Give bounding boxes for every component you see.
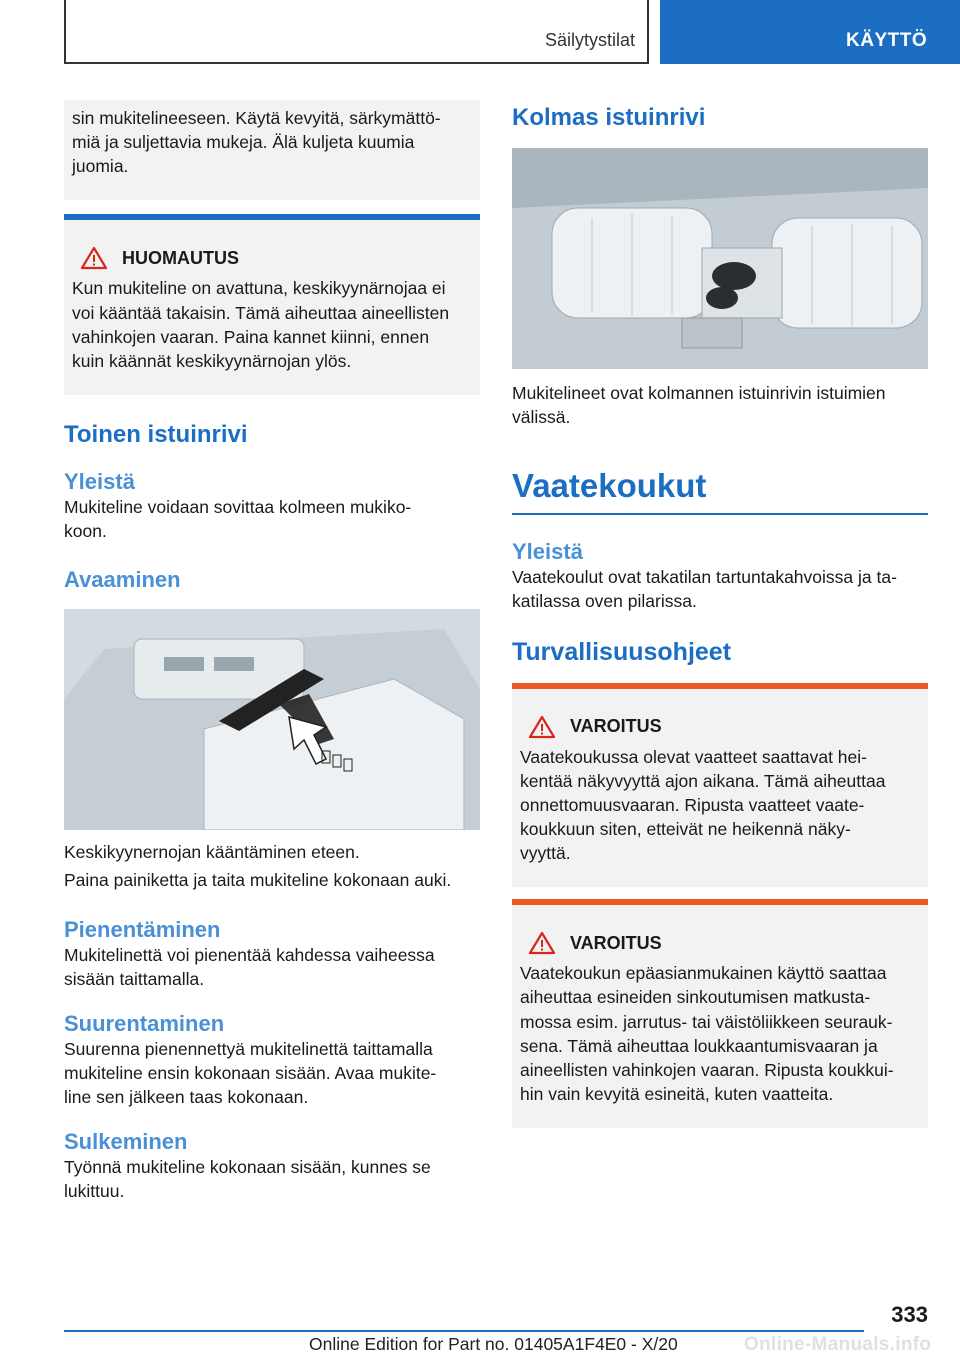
right-column [512, 100, 928, 1128]
header-section-box [64, 0, 649, 64]
footer-rule [64, 1330, 864, 1332]
warning-triangle-icon [528, 715, 556, 739]
heading-yleista: Yleistä [64, 468, 135, 494]
heading-sulkeminen: Sulkeminen [64, 1129, 188, 1155]
yleista-line: Mukiteline voidaan sovittaa kolmeen mukiko- [64, 496, 412, 517]
intro-text-box [64, 100, 480, 200]
warning-line: aiheuttaa esineiden sinkoutumisen matkusta- [520, 987, 871, 1008]
warning-line: onnettomuusvaaran. Ripusta vaatteet vaate- [520, 794, 865, 815]
heading-second-row: Toinen istuinrivi [64, 420, 248, 448]
warning-line: Vaatekoukussa olevat vaatteet saattavat hei- [520, 746, 867, 767]
pienentaminen-line: Mukitelinettä voi pienentää kahdessa vaiheessa [64, 944, 435, 965]
heading-yleista-right: Yleistä [512, 539, 583, 565]
page-number: 333 [891, 1302, 928, 1327]
yleista-line: koon. [64, 521, 107, 542]
suurentaminen-line: line sen jälkeen taas kokonaan. [64, 1087, 309, 1108]
footer-edition: Online Edition for Part no. 01405A1F4E0 - X/20 [309, 1334, 678, 1354]
header-chapter-tab[interactable] [660, 0, 960, 64]
notice-line: kuin käännät keskikyynärnojan ylös. [72, 350, 352, 371]
warning-box-2 [512, 899, 928, 1128]
avaaminen-text: Paina painiketta ja taita mukiteline kokonaan auki. [64, 870, 452, 891]
notice-line: Kun mukiteline on avattuna, keskikyynärnojaa ei [72, 278, 446, 299]
warning-title: VAROITUS [570, 716, 662, 737]
watermark: Online-Manuals.info [744, 1334, 932, 1355]
heading-suurentaminen: Suurentaminen [64, 1010, 225, 1036]
intro-line: sin mukitelineeseen. Käytä kevyitä, särkymättö- [72, 108, 441, 128]
warning-line: kentää näkyvyyttä ajon aikana. Tämä aiheuttaa [520, 770, 886, 791]
warning-line: Vaatekoukun epäasianmukainen käyttö saattaa [520, 963, 887, 984]
heading-pienentaminen: Pienentäminen [64, 916, 221, 942]
notice-line: voi kääntää takaisin. Tämä aiheuttaa aineellisten [72, 302, 450, 323]
third-row-cupholders-image [512, 148, 928, 369]
warning-triangle-icon [80, 246, 108, 270]
header-chapter-label: KÄYTTÖ [846, 30, 928, 51]
warning-line: hin vain kevyitä esineitä, kuten vaatteita. [520, 1083, 834, 1104]
left-column [64, 100, 480, 1204]
yleista-right-line: katilassa oven pilarissa. [512, 591, 697, 612]
header-section-title: Säilytystilat [544, 30, 635, 50]
pienentaminen-line: sisään taittamalla. [64, 968, 205, 989]
heading-avaaminen: Avaaminen [64, 567, 181, 593]
warning-line: aineellisten vahinkojen vaaran. Ripusta koukkui- [520, 1059, 894, 1080]
heading-vaatekoukut: Vaatekoukut [512, 467, 707, 505]
armrest-illustration [64, 609, 480, 830]
third-row-caption-line: välissä. [512, 407, 571, 428]
yleista-right-line: Vaatekoulut ovat takatilan tartuntakahvoissa ja ta- [512, 567, 897, 588]
sulkeminen-line: Työnnä mukiteline kokonaan sisään, kunnes se [64, 1157, 431, 1178]
warning-title: VAROITUS [570, 932, 662, 953]
sulkeminen-line: lukittuu. [64, 1181, 125, 1202]
avaaminen-caption: Keskikyynernojan kääntäminen eteen. [64, 842, 360, 863]
armrest-cupholder-image [64, 609, 480, 830]
notice-box [64, 214, 480, 395]
heading-third-row: Kolmas istuinrivi [512, 104, 706, 131]
notice-title: HUOMAUTUS [122, 247, 239, 268]
warning-line: sena. Tämä aiheuttaa loukkaantumisvaaran ja [520, 1035, 878, 1056]
warning-box-1 [512, 683, 928, 888]
notice-line: vahinkojen vaaran. Paina kannet kiinni, ennen [72, 326, 430, 347]
warning-line: koukkuun siten, etteivät ne heikennä näky- [520, 818, 851, 839]
warning-triangle-icon [528, 931, 556, 955]
intro-line: miä ja suljettavia mukeja. Älä kuljeta kuumia [72, 132, 415, 153]
third-row-caption-line: Mukitelineet ovat kolmannen istuinrivin istuimien [512, 383, 886, 403]
suurentaminen-line: mukiteline ensin kokonaan sisään. Avaa mukite- [64, 1062, 437, 1083]
suurentaminen-line: Suurenna pienennettyä mukitelinettä taittamalla [64, 1038, 433, 1059]
third-row-illustration [512, 148, 928, 369]
heading-safety: Turvallisuusohjeet [512, 637, 732, 666]
warning-line: mossa esim. jarrutus- tai väistöliikkeen seurauk- [520, 1011, 893, 1032]
warning-line: vyyttä. [520, 843, 571, 864]
heading-rule [512, 513, 928, 515]
intro-line: juomia. [72, 156, 129, 177]
